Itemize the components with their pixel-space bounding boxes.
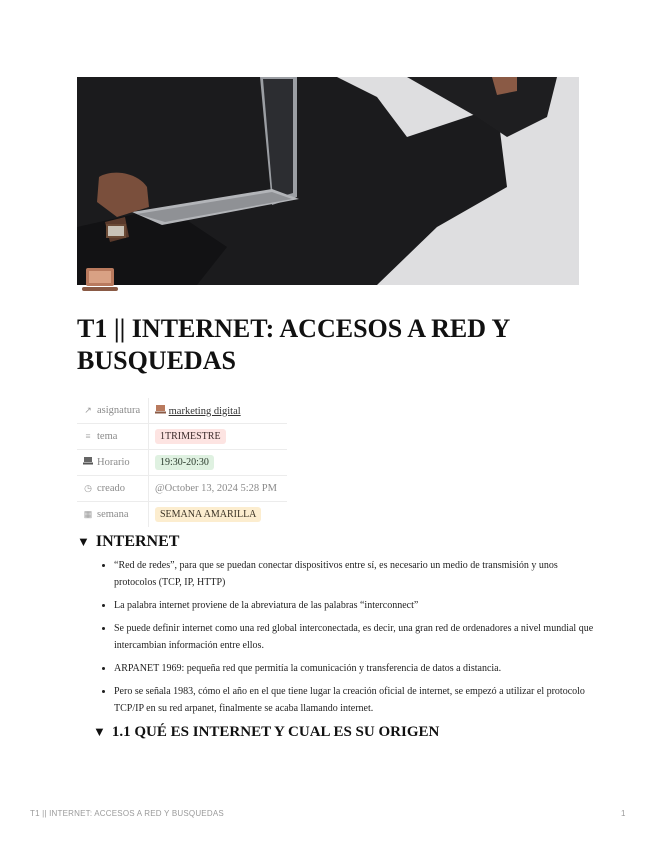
- property-row-creado: [77, 476, 287, 502]
- property-name: ◷ creado: [77, 476, 149, 502]
- properties-table: [77, 398, 287, 527]
- tag-badge[interactable]: SEMANA AMARILLA: [155, 507, 261, 522]
- triangle-down-icon[interactable]: ▼: [93, 724, 106, 739]
- arrow-up-right-icon: ↗: [84, 405, 92, 415]
- cover-image: [77, 77, 579, 285]
- tag-badge[interactable]: 19:30-20:30: [155, 455, 214, 470]
- calendar-icon: ▦: [83, 509, 93, 519]
- footer-title: T1 || INTERNET: ACCESOS A RED Y BUSQUEDAS: [30, 809, 224, 818]
- property-name: ▦ semana: [77, 502, 149, 528]
- list-item: • Se puede definir internet como una red global interconectada, es decir, una gran red de ordenadores a nivel mundial que intercambian información entre ellos.: [114, 620, 594, 654]
- toggle-subheading[interactable]: ▼ 1.1 QUÉ ES INTERNET Y CUAL ES SU ORIGEN: [93, 724, 440, 740]
- property-name: ≡ tema: [77, 424, 149, 450]
- list-icon: ≡: [85, 431, 91, 441]
- property-value[interactable]: [149, 398, 288, 424]
- laptop-icon: [82, 268, 118, 294]
- property-value[interactable]: [149, 424, 288, 450]
- list-item: • La palabra internet proviene de la abreviatura de las palabras “interconnect”: [114, 597, 594, 614]
- property-name: ↗ asignatura: [77, 398, 149, 424]
- property-name: Horario: [77, 450, 149, 476]
- laptop-icon: [155, 406, 169, 417]
- property-row-semana: [77, 502, 287, 528]
- page-title: T1 || INTERNET: ACCESOS A RED Y BUSQUEDAS: [77, 314, 510, 375]
- property-row-horario: [77, 450, 287, 476]
- relation-link[interactable]: marketing digital: [168, 405, 241, 417]
- property-row-tema: [77, 424, 287, 450]
- clock-icon: ◷: [84, 483, 92, 493]
- toggle-heading-internet[interactable]: ▼ INTERNET: [77, 533, 180, 550]
- list-item: • ARPANET 1969: pequeña red que permitía la comunicación y transferencia de datos a distancia.: [114, 660, 594, 677]
- page-number: 1: [621, 809, 626, 818]
- property-value[interactable]: [149, 502, 288, 528]
- created-timestamp: @October 13, 2024 5:28 PM: [155, 483, 277, 494]
- property-row-asignatura: [77, 398, 287, 424]
- list-item: • “Red de redes”, para que se puedan conectar dispositivos entre sí, es necesario un medio de transmisión y unos protocolos (TCP, IP, HTTP): [114, 557, 594, 591]
- bullet-list: [98, 557, 594, 723]
- triangle-down-icon[interactable]: ▼: [77, 534, 90, 549]
- property-value: [149, 476, 288, 502]
- list-item: • Pero se señala 1983, cómo el año en el que tiene lugar la creación oficial de internet, se empezó a utilizar el protocolo TCP/IP en su red arpanet, finalmente se acaba llamando internet.: [114, 683, 594, 717]
- tag-badge[interactable]: 1TRIMESTRE: [155, 429, 226, 444]
- property-value[interactable]: [149, 450, 288, 476]
- laptop-icon: [83, 457, 93, 467]
